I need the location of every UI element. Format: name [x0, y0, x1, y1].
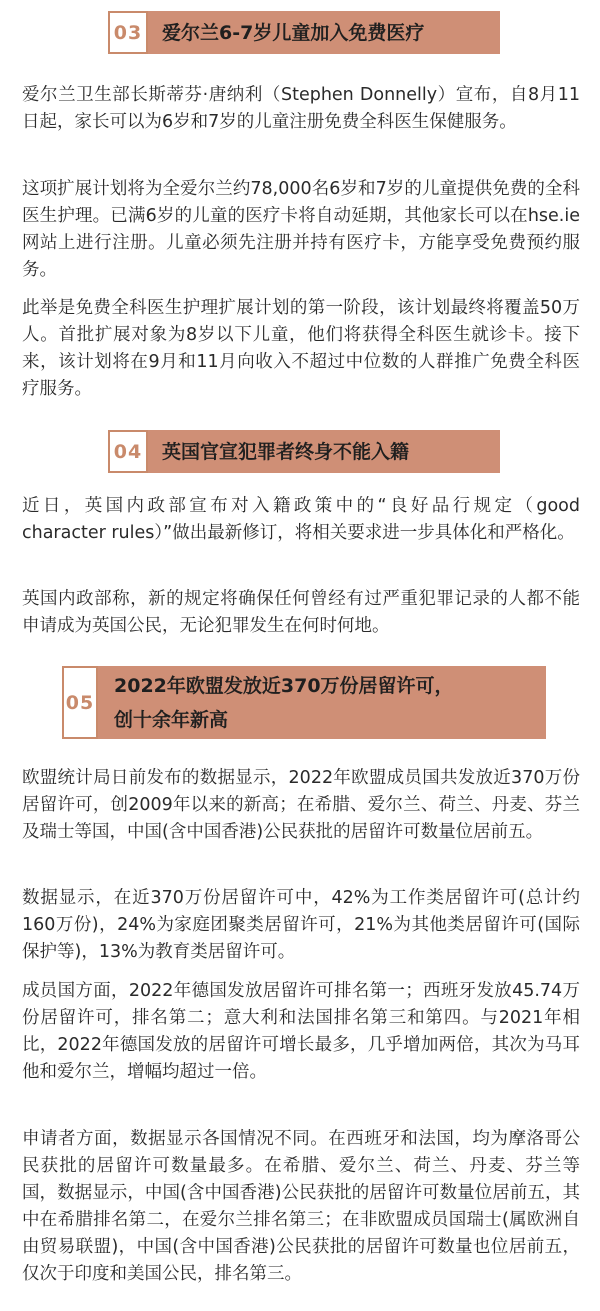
paragraph: 此举是免费全科医生护理扩展计划的第一阶段，该计划最终将覆盖50万人。首批扩展对象为8岁以下儿童，他们将获得全科医生就诊卡。接下来，该计划将在9月和11月向收入不超过中位数的人群推广免费全科医疗服务。 [22, 298, 580, 399]
paragraph: 数据显示，在近370万份居留许可中，42%为工作类居留许可(总计约160万份)，24%为家庭团聚类居留许可，21%为其他类居留许可(国际保护等)，13%为教育类居留许可。 [22, 888, 580, 962]
section-header-04 [108, 430, 500, 473]
section-title [148, 430, 500, 473]
section-header-05 [62, 666, 546, 739]
section-number: 03 [108, 11, 148, 54]
section-title-text: 英国官宣犯罪者终身不能入籍 [162, 440, 410, 463]
section-header-03 [108, 11, 500, 54]
section-number: 04 [108, 430, 148, 473]
section-title [98, 666, 546, 739]
paragraph: 欧盟统计局日前发布的数据显示，2022年欧盟成员国共发放近370万份居留许可，创2009年以来的新高；在希腊、爱尔兰、荷兰、丹麦、芬兰及瑞士等国，中国(含中国香港)公民获批的居留许可数量位居前五。 [22, 768, 580, 842]
section-title [148, 11, 500, 54]
paragraph: 爱尔兰卫生部长斯蒂芬·唐纳利（Stephen Donnelly）宣布，自8月11日起，家长可以为6岁和7岁的儿童注册免费全科医生保健服务。 [22, 85, 580, 132]
paragraph: 成员国方面，2022年德国发放居留许可排名第一；西班牙发放45.74万份居留许可，排名第二；意大利和法国排名第三和第四。与2021年相比，2022年德国发放的居留许可增长最多，几乎增加两倍，其次为马耳他和爱尔兰，增幅均超过一倍。 [22, 981, 580, 1082]
paragraph: 近日，英国内政部宣布对入籍政策中的“良好品行规定（good character rules）”做出最新修订，将相关要求进一步具体化和严格化。 [22, 496, 580, 543]
section-title-line-2: 创十余年新高 [114, 708, 229, 731]
section-number: 05 [62, 666, 98, 739]
paragraph: 英国内政部称，新的规定将确保任何曾经有过严重犯罪记录的人都不能申请成为英国公民，无论犯罪发生在何时何地。 [22, 589, 580, 636]
paragraph: 申请者方面，数据显示各国情况不同。在西班牙和法国，均为摩洛哥公民获批的居留许可数量最多。在希腊、爱尔兰、荷兰、丹麦、芬兰等国，数据显示，中国(含中国香港)公民获批的居留许可数量位居前五，其中在希腊排名第二，在爱尔兰排名第三；在非欧盟成员国瑞士(属欧洲自由贸易联盟)，中国(含中国香港)公民获批的居留许可数量也位居前五，仅次于印度和美国公民，排名第三。 [22, 1129, 580, 1284]
paragraph: 这项扩展计划将为全爱尔兰约78,000名6岁和7岁的儿童提供免费的全科医生护理。已满6岁的儿童的医疗卡将自动延期，其他家长可以在hse.ie网站上进行注册。儿童必须先注册并持有医疗卡，方能享受免费预约服务。 [22, 179, 580, 280]
section-title-text: 爱尔兰6-7岁儿童加入免费医疗 [162, 21, 425, 44]
section-title-line-1: 2022年欧盟发放近370万份居留许可， [114, 674, 454, 697]
